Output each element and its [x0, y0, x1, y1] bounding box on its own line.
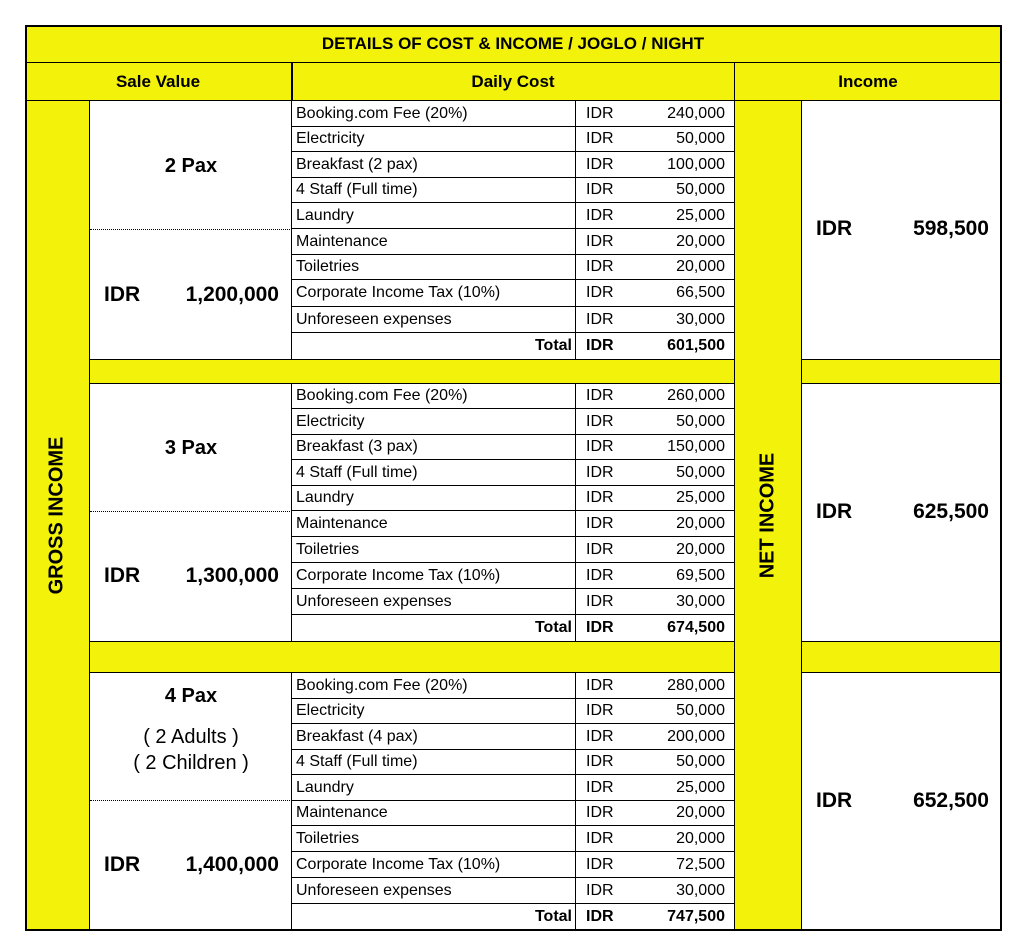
header-income: Income — [735, 63, 1001, 101]
spacer-row — [802, 359, 1001, 384]
sale-block-1 — [90, 101, 292, 359]
total-amount: 674,500 — [667, 619, 725, 636]
income-amount: 625,500 — [913, 500, 989, 523]
cost-currency: IDR — [576, 724, 626, 750]
cost-table-3 — [292, 673, 735, 930]
spacer-row — [90, 641, 735, 673]
cost-amount: 280,000 — [626, 673, 735, 699]
cost-currency: IDR — [576, 537, 626, 563]
income-amount: 652,500 — [913, 789, 989, 812]
cost-item: Corporate Income Tax (10%) — [292, 563, 576, 589]
cost-currency: IDR — [576, 255, 626, 280]
cost-item: Breakfast (2 pax) — [292, 152, 576, 178]
cost-item: Unforeseen expenses — [292, 307, 576, 333]
cost-currency: IDR — [576, 801, 626, 826]
sale-currency: IDR — [104, 283, 141, 306]
sale-amount: 1,200,000 — [185, 283, 279, 306]
cost-amount: 50,000 — [626, 460, 735, 486]
sale-block-2 — [90, 384, 292, 641]
cost-item: Electricity — [292, 409, 576, 435]
spacer-row — [802, 641, 1001, 673]
dotted-divider — [90, 511, 292, 512]
total-currency: IDR — [586, 908, 614, 925]
cost-item: Breakfast (4 pax) — [292, 724, 576, 750]
cost-item: Breakfast (3 pax) — [292, 435, 576, 460]
gross-income-band — [25, 101, 90, 930]
cost-currency: IDR — [576, 826, 626, 852]
pax-label: 4 Pax — [164, 685, 218, 707]
cost-amount: 69,500 — [626, 563, 735, 589]
cost-currency: IDR — [576, 673, 626, 699]
sale-amount: 1,400,000 — [185, 853, 279, 876]
net-income-label: NET INCOME — [756, 452, 779, 579]
cost-item: Unforeseen expenses — [292, 589, 576, 615]
cost-amount: 20,000 — [626, 229, 735, 255]
sheet-title: DETAILS OF COST & INCOME / JOGLO / NIGHT — [25, 25, 1001, 63]
income-amount: 598,500 — [913, 217, 989, 240]
cost-currency: IDR — [576, 307, 626, 333]
cost-currency: IDR — [576, 384, 626, 409]
total-amount: 601,500 — [667, 337, 725, 354]
cost-amount: 50,000 — [626, 178, 735, 203]
cost-amount: 30,000 — [626, 878, 735, 904]
cost-item: Booking.com Fee (20%) — [292, 673, 576, 699]
income-block-2 — [802, 384, 1001, 641]
cost-item: Laundry — [292, 203, 576, 229]
cost-currency: IDR — [576, 563, 626, 589]
income-currency: IDR — [816, 789, 853, 812]
cost-amount: 50,000 — [626, 127, 735, 152]
dotted-divider — [90, 800, 292, 801]
cost-amount: 20,000 — [626, 511, 735, 537]
cost-amount: 240,000 — [626, 101, 735, 127]
cost-amount: 260,000 — [626, 384, 735, 409]
total-label: Total — [292, 904, 576, 930]
total-amount: 747,500 — [667, 908, 725, 925]
cost-amount: 25,000 — [626, 486, 735, 511]
cost-currency: IDR — [576, 775, 626, 801]
header-sale-value: Sale Value — [25, 63, 292, 101]
income-currency: IDR — [816, 217, 853, 240]
sale-currency: IDR — [104, 564, 141, 587]
cost-amount: 20,000 — [626, 537, 735, 563]
cost-currency: IDR — [576, 699, 626, 724]
cost-currency: IDR — [576, 750, 626, 775]
cost-currency: IDR — [576, 152, 626, 178]
cost-currency: IDR — [576, 409, 626, 435]
cost-amount: 72,500 — [626, 852, 735, 878]
rule — [734, 63, 735, 931]
header-daily-cost: Daily Cost — [292, 63, 735, 101]
rule — [801, 101, 802, 931]
cost-amount: 25,000 — [626, 775, 735, 801]
total-currency: IDR — [586, 337, 614, 354]
cost-item: 4 Staff (Full time) — [292, 460, 576, 486]
rule — [292, 63, 293, 101]
cost-table-1 — [292, 101, 735, 359]
dotted-divider — [90, 229, 292, 230]
cost-amount: 30,000 — [626, 589, 735, 615]
sale-currency: IDR — [104, 853, 141, 876]
cost-item: 4 Staff (Full time) — [292, 178, 576, 203]
cost-currency: IDR — [576, 203, 626, 229]
cost-item: Maintenance — [292, 801, 576, 826]
sale-block-3 — [90, 673, 292, 930]
income-block-1 — [802, 101, 1001, 359]
cost-currency: IDR — [576, 460, 626, 486]
cost-currency: IDR — [576, 435, 626, 460]
pax-label: 2 Pax — [164, 155, 218, 177]
total-currency: IDR — [586, 619, 614, 636]
cost-item: Toiletries — [292, 826, 576, 852]
gross-income-label: GROSS INCOME — [45, 436, 68, 595]
total-label: Total — [292, 333, 576, 359]
cost-item: 4 Staff (Full time) — [292, 750, 576, 775]
cost-currency: IDR — [576, 878, 626, 904]
cost-currency: IDR — [576, 486, 626, 511]
income-block-3 — [802, 673, 1001, 930]
cost-currency: IDR — [576, 178, 626, 203]
cost-currency: IDR — [576, 852, 626, 878]
cost-item: Unforeseen expenses — [292, 878, 576, 904]
cost-amount: 30,000 — [626, 307, 735, 333]
cost-currency: IDR — [576, 127, 626, 152]
cost-item: Electricity — [292, 127, 576, 152]
cost-amount: 50,000 — [626, 699, 735, 724]
cost-amount: 50,000 — [626, 409, 735, 435]
cost-item: Laundry — [292, 486, 576, 511]
cost-item: Corporate Income Tax (10%) — [292, 280, 576, 307]
cost-amount: 100,000 — [626, 152, 735, 178]
cost-amount: 66,500 — [626, 280, 735, 307]
income-currency: IDR — [816, 500, 853, 523]
cost-currency: IDR — [576, 229, 626, 255]
cost-currency: IDR — [576, 280, 626, 307]
cost-amount: 150,000 — [626, 435, 735, 460]
cost-item: Corporate Income Tax (10%) — [292, 852, 576, 878]
cost-amount: 25,000 — [626, 203, 735, 229]
cost-table-2 — [292, 384, 735, 641]
cost-amount: 50,000 — [626, 750, 735, 775]
pax-subline-children: ( 2 Children ) — [133, 752, 249, 774]
cost-item: Booking.com Fee (20%) — [292, 101, 576, 127]
cost-item: Booking.com Fee (20%) — [292, 384, 576, 409]
cost-amount: 20,000 — [626, 826, 735, 852]
cost-item: Toiletries — [292, 537, 576, 563]
net-income-band — [735, 101, 802, 930]
cost-item: Electricity — [292, 699, 576, 724]
cost-item: Laundry — [292, 775, 576, 801]
cost-currency: IDR — [576, 101, 626, 127]
sale-amount: 1,300,000 — [185, 564, 279, 587]
cost-amount: 20,000 — [626, 801, 735, 826]
cost-item: Maintenance — [292, 229, 576, 255]
cost-item: Maintenance — [292, 511, 576, 537]
cost-amount: 20,000 — [626, 255, 735, 280]
cost-item: Toiletries — [292, 255, 576, 280]
cost-amount: 200,000 — [626, 724, 735, 750]
spacer-row — [90, 359, 735, 384]
pax-label: 3 Pax — [164, 437, 218, 459]
pax-subline-adults: ( 2 Adults ) — [143, 726, 239, 748]
total-label: Total — [292, 615, 576, 641]
cost-currency: IDR — [576, 511, 626, 537]
cost-currency: IDR — [576, 589, 626, 615]
